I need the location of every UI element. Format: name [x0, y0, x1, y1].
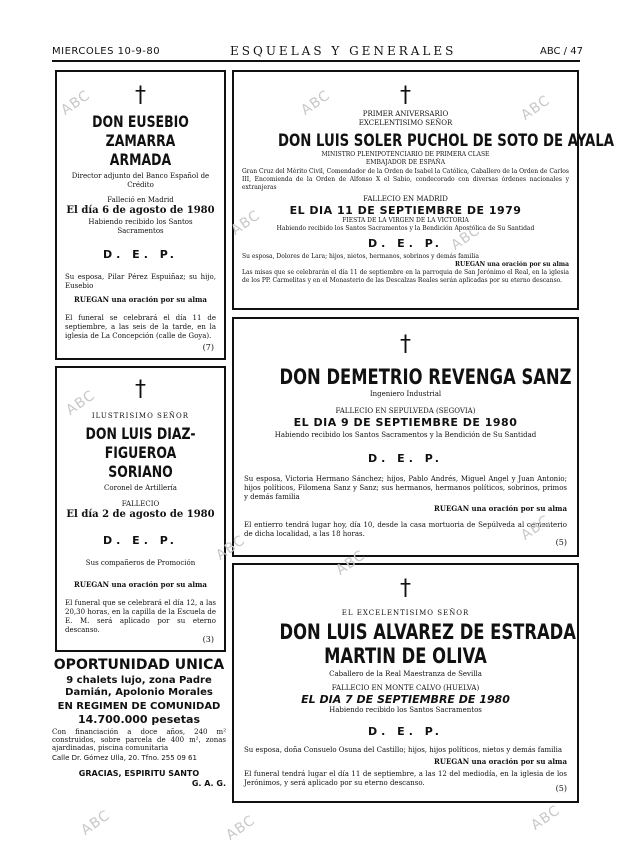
abc-watermark: ABC — [58, 87, 94, 119]
cross-icon: † — [400, 83, 411, 108]
deceased-title: EMBAJADOR DE ESPAÑA — [365, 159, 446, 166]
sacraments: Habiendo recibido los Santos Sacramentos y la Bendición de Su Santidad — [274, 431, 537, 439]
ad-regime: EN REGIMEN DE COMUNIDAD — [57, 701, 221, 712]
obituary-revenga — [232, 317, 579, 557]
family-line: Su esposa, Victoria Hermano Sánchez; hijos, Pablo Andrés, Miguel Angel y Juan Antonio; hijos políticos, Filomena Sanz y Sanz; sus hermanos, hermanos políticos, sobrinos, primos y demás familia — [244, 475, 567, 501]
funeral-info: El funeral se celebrará el día 11 de septiembre, a las seis de la tarde, en la iglesia de La Concepción (calle de Goya). — [65, 314, 216, 340]
notice-number: (5) — [555, 784, 567, 793]
sacraments: Habiendo recibido los Santos Sacramentos — [329, 706, 482, 714]
rip-line: D. E. P. — [368, 725, 443, 738]
deceased-role: Caballero de la Real Maestranza de Sevilla — [329, 670, 482, 678]
funeral-info: El funeral que se celebrará el día 12, a las 20,30 horas, en la capilla de la Escuela de E. M. será aplicado por su eterno descanso. — [65, 599, 216, 634]
ad-price: 14.700.000 pesetas — [78, 713, 200, 726]
feast-day: FIESTA DE LA VIRGEN DE LA VICTORIA — [342, 217, 469, 224]
abc-watermark: ABC — [448, 222, 484, 254]
funeral-info: El funeral tendrá lugar el día 11 de septiembre, a las 12 del mediodía, en la iglesia de los Jerónimos, y será aplicado por su eterno descanso. — [244, 770, 567, 787]
abc-watermark: ABC — [228, 207, 264, 239]
abc-watermark: ABC — [78, 807, 114, 839]
prayer-request: RUEGAN una oración por su alma — [434, 504, 567, 513]
sacraments: Habiendo recibido los Santos Sacramentos y la Bendición Apostólica de Su Santidad — [276, 225, 535, 232]
abc-watermark: ABC — [298, 87, 334, 119]
death-place: FALLECIO EN MONTE CALVO (HUELVA) — [331, 684, 480, 692]
deceased-role: MINISTRO PLENIPOTENCIARIO DE PRIMERA CLASE — [321, 151, 490, 158]
thanks-signature: G. A. G. — [191, 779, 226, 788]
honorific: ILUSTRISIMO SEÑOR — [91, 412, 190, 420]
deceased-name: DON EUSEBIO ZAMARRA ARMADA — [92, 112, 189, 169]
header-rule — [52, 60, 580, 62]
obituary-zamarra — [55, 70, 226, 360]
prayer-request: RUEGAN una oración por su alma — [434, 757, 567, 766]
abc-watermark: ABC — [223, 812, 259, 844]
death-label: FALLECIO — [121, 500, 160, 508]
notice-number: (3) — [202, 635, 214, 644]
rip-line: D. E. P. — [368, 237, 443, 250]
deceased-name: DON LUIS SOLER PUCHOL DE SOTO DE AYALA — [277, 131, 615, 151]
obituary-soler-puchol — [232, 70, 615, 310]
deceased-name: DON LUIS DIAZ-FIGUEROA SORIANO — [85, 424, 196, 481]
ad-headline: OPORTUNIDAD UNICA — [53, 657, 225, 673]
notice-number: (7) — [202, 343, 214, 352]
cross-icon: † — [400, 576, 411, 601]
rip-line: D. E. P. — [368, 452, 443, 465]
deceased-role: Ingeniero Industrial — [369, 390, 442, 398]
obituary-diaz-figueroa — [55, 366, 226, 652]
prayer-request: RUEGAN una oración por su alma — [455, 261, 569, 268]
abc-watermark: ABC — [333, 547, 369, 579]
notice-number: (5) — [555, 538, 567, 547]
death-date: El día 2 de agosto de 1980 — [66, 509, 215, 520]
death-place: FALLECIO EN MADRID — [363, 195, 448, 203]
ad-details: Con financiación a doce años, 240 m² construidos, sobre parcela de 400 m², zonas ajardinadas, piscina comunitaria — [52, 728, 226, 752]
deceased-role: Coronel de Artillería — [104, 484, 177, 492]
family-line: Su esposa, doña Consuelo Osuna del Castillo; hijos, hijos políticos, nietos y demás familia — [244, 746, 563, 754]
abc-watermark: ABC — [518, 92, 554, 124]
deceased-name-line1: DON LUIS ALVAREZ DE ESTRADA — [279, 620, 576, 644]
abc-watermark: ABC — [528, 802, 564, 834]
death-date: EL DIA 11 DE SEPTIEMBRE DE 1979 — [289, 204, 522, 217]
death-date: EL DIA 9 DE SEPTIEMBRE DE 1980 — [293, 416, 518, 429]
cross-icon: † — [400, 332, 411, 357]
honorific: EXCELENTISIMO SEÑOR — [358, 119, 453, 127]
prayer-request: RUEGAN una oración por su alma — [74, 295, 207, 304]
family-line: Sus compañeros de Promoción — [85, 559, 196, 567]
cross-icon: † — [135, 377, 146, 402]
deceased-role: Director adjunto del Banco Español de Crédito — [71, 172, 210, 189]
sacraments: Habiendo recibido los Santos Sacramentos — [88, 218, 193, 235]
deceased-name-line2: MARTIN DE OLIVA — [324, 644, 487, 668]
rip-line: D. E. P. — [103, 534, 178, 547]
death-place: Falleció en Madrid — [107, 196, 174, 204]
funeral-info: El entierro tendrá lugar hoy, día 10, desde la casa mortuoria de Sepúlveda al cementerio de dicha localidad, a las 18 horas. — [244, 521, 567, 538]
death-date: El día 6 de agosto de 1980 — [66, 205, 215, 216]
abc-watermark: ABC — [518, 512, 554, 544]
mass-info: Las misas que se celebrarán el día 11 de septiembre en la parroquia de San Jerónimo el Real, en la iglesia de los PP. Carmelitas y en el Monasterio de las Descalzas Reales serán aplicadas por su eterno descanso. — [242, 269, 569, 284]
family-line: Su esposa, Pilar Pérez Espuiñaz; su hijo, Eusebio — [65, 273, 216, 290]
death-date: EL DIA 7 DE SEPTIEMBRE DE 1980 — [301, 693, 510, 706]
honorific: EL EXCELENTISIMO SEÑOR — [341, 609, 470, 617]
abc-watermark: ABC — [213, 532, 249, 564]
section-title: ESQUELAS Y GENERALES — [230, 44, 457, 58]
family-line: Su esposa, Dolores de Lara; hijos, nietos, hermanos, sobrinos y demás familia — [242, 253, 479, 260]
obituary-alvarez-estrada — [232, 563, 579, 803]
page-header — [0, 44, 620, 60]
honors: Gran Cruz del Mérito Civil, Comendador de la Orden de Isabel la Católica, Caballero de la Orden de Carlos III, Encomienda de la Orden de Alfonso X el Sabio, condecorado con diversas órdenes nacionales y extranjeras — [242, 168, 569, 191]
ad-address: Calle Dr. Gómez Ulla, 20. Tfno. 255 09 61 — [52, 754, 197, 762]
thanks-note: GRACIAS, ESPIRITU SANTO — [78, 769, 200, 778]
rip-line: D. E. P. — [103, 248, 178, 261]
page-number: ABC / 47 — [540, 46, 583, 57]
cross-icon: † — [135, 83, 146, 108]
death-place: FALLECIO EN SEPULVEDA (SEGOVIA) — [335, 407, 476, 415]
anniversary-label: PRIMER ANIVERSARIO — [362, 110, 449, 118]
ad-subhead: 9 chalets lujo, zona Padre Damián, Apolonio Morales — [65, 675, 213, 698]
abc-watermark: ABC — [63, 387, 99, 419]
prayer-request: RUEGAN una oración por su alma — [74, 580, 207, 589]
issue-date: MIERCOLES 10-9-80 — [52, 46, 161, 57]
real-estate-ad — [52, 657, 226, 801]
deceased-name: DON DEMETRIO REVENGA SANZ — [279, 365, 572, 389]
